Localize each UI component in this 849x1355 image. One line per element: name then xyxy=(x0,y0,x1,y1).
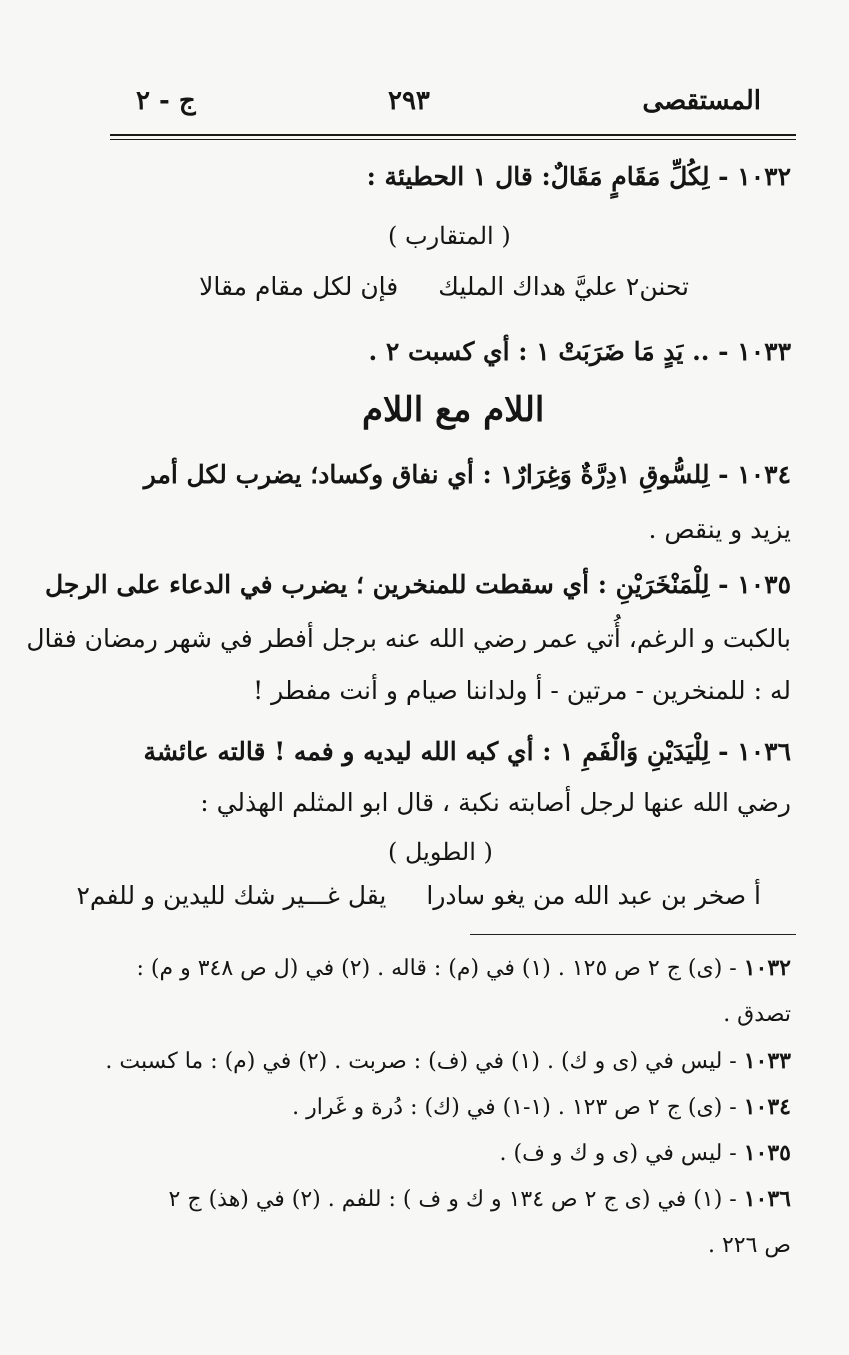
entry-number: ١٠٣٣ xyxy=(737,337,791,366)
entry-1035 xyxy=(45,570,791,599)
footnote-text: - ليس في (ى و ك و ف) . xyxy=(499,1141,737,1166)
footnote-text: - (١) في (ى ج ٢ ص ١٣٤ و ك و ف ) : للفم . (٢) في (هذ) ج ٢ xyxy=(168,1187,737,1212)
footnote-1036-continuation: ص ٢٢٦ . xyxy=(707,1233,791,1258)
entry-number: ١٠٣٥ xyxy=(737,570,791,599)
book-title: المستقصى xyxy=(642,86,761,116)
entry-1035-line-3: له : للمنخرين - مرتين - أ ولداننا صيام و أنت مفطر ! xyxy=(253,676,791,705)
entry-number: ١٠٣٢ xyxy=(737,162,791,191)
entry-text: - .. يَدٍ مَا ضَرَبَتْ ١ : أي كسبت ٢ . xyxy=(368,337,729,366)
entry-1034 xyxy=(144,460,791,489)
verse-2 xyxy=(76,883,761,908)
footnote-text: - (ى) ج ٢ ص ١٢٣ . (١-١) في (ك) : دُرة و غَرار . xyxy=(292,1095,737,1120)
footnote-rule xyxy=(470,934,796,935)
entry-1032 xyxy=(367,162,791,191)
entry-1036-line-2: رضي الله عنها لرجل أصابته نكبة ، قال ابو المثلم الهذلي : xyxy=(200,788,791,817)
entry-1033 xyxy=(368,337,791,366)
footnote-1034 xyxy=(292,1094,791,1120)
verse-hemistich-1: تحنن٢ عليَّ هداك المليك xyxy=(438,272,689,301)
verse-hemistich-1: أ صخر بن عبد الله من يغو سادرا xyxy=(426,881,761,910)
footnote-1036 xyxy=(169,1186,791,1212)
footnote-1032 xyxy=(136,955,791,981)
entry-text: - لِلْمَنْخَرَيْنِ : أي سقطت للمنخرين ؛ يضرب في الدعاء على الرجل xyxy=(44,570,729,599)
entry-text: - لِلسُّوقِ ١دِرَّةٌ وَغِرَارٌ١ : أي نفاق وكساد؛ يضرب لكل أمر xyxy=(143,460,729,489)
meter-label-tawil: ( الطويل ) xyxy=(388,838,493,866)
verse-hemistich-2: فإن لكل مقام مقالا xyxy=(199,272,399,301)
footnote-1033 xyxy=(105,1048,791,1074)
section-title: اللام مع اللام xyxy=(362,390,545,430)
footnote-number: ١٠٣٢ xyxy=(743,955,791,981)
verse-1 xyxy=(199,274,689,299)
entry-number: ١٠٣٦ xyxy=(737,737,791,766)
footnote-number: ١٠٣٤ xyxy=(743,1094,791,1120)
footnote-number: ١٠٣٥ xyxy=(743,1140,791,1166)
footnote-number: ١٠٣٣ xyxy=(743,1048,791,1074)
entry-number: ١٠٣٤ xyxy=(737,460,791,489)
footnote-text: - (ى) ج ٢ ص ١٢٥ . (١) في (م) : قاله . (٢) في (ل ص ٣٤٨ و م) : xyxy=(136,956,737,981)
footnote-1032-continuation: تصدق . xyxy=(723,1002,791,1027)
header-rule-top xyxy=(110,134,796,136)
meter-label-mutaqarib: ( المتقارب ) xyxy=(388,222,511,250)
header-rule-bottom xyxy=(110,139,796,140)
entry-text: - لِلْيَدَيْنِ وَالْفَمِ ١ : أي كبه الله ليديه و فمه ! قالته عائشة xyxy=(143,737,729,766)
entry-1034-continuation: يزيد و ينقص . xyxy=(648,515,791,544)
footnote-text: - ليس في (ى و ك) . (١) في (ف) : صربت . (٢) في (م) : ما كسبت . xyxy=(105,1049,737,1074)
footnote-1035 xyxy=(500,1140,791,1166)
page-number: ٢٩٣ xyxy=(388,86,430,116)
volume-label: ج - ٢ xyxy=(136,86,196,116)
entry-1035-line-2: بالكبت و الرغم، أُتي عمر رضي الله عنه برجل أفطر في شهر رمضان فقال xyxy=(26,624,791,653)
footnote-number: ١٠٣٦ xyxy=(743,1186,791,1212)
verse-hemistich-2: يقل غـــير شك لليدين و للفم٢ xyxy=(76,881,387,910)
entry-text: - لِكُلِّ مَقَامٍ مَقَالٌ: قال ١ الحطيئة : xyxy=(366,162,729,191)
entry-1036 xyxy=(143,737,791,766)
